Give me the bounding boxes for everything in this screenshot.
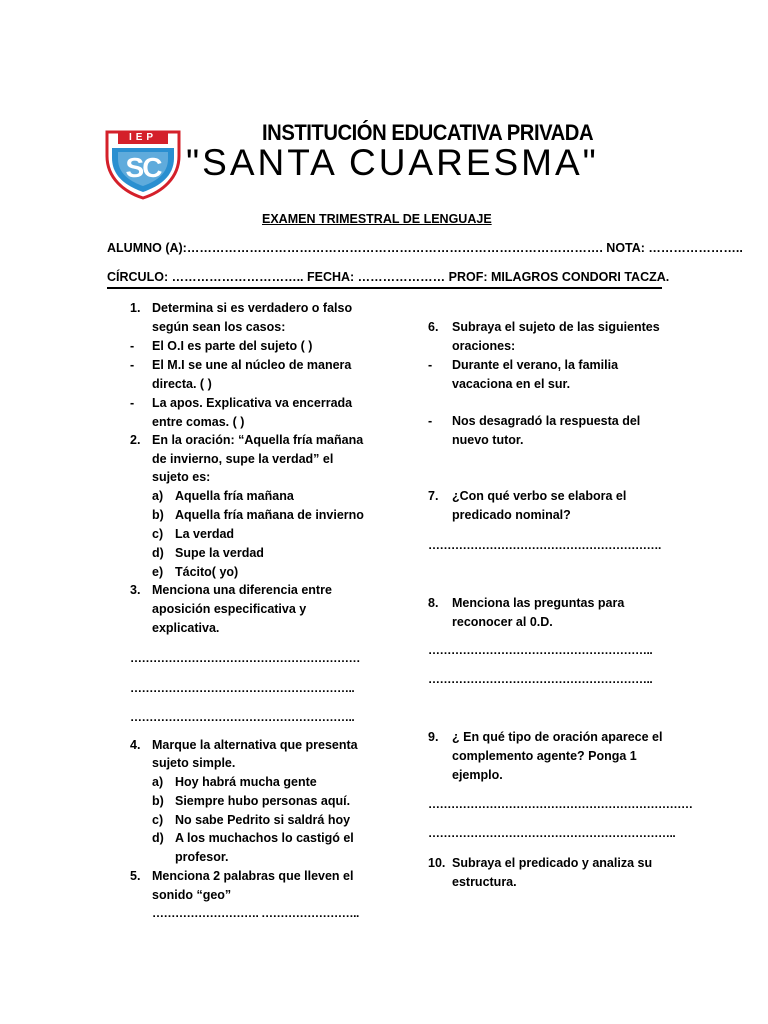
q4-option-d: A los muchachos lo castigó el [175, 831, 354, 845]
q2-option-b-letter: b) [152, 508, 164, 522]
q7-text-line1: ¿Con qué verbo se elabora el [452, 489, 627, 503]
q4-option-a: Hoy habrá mucha gente [175, 775, 317, 789]
q8-answer-line1[interactable]: ………………………………………………….. [428, 643, 653, 657]
q2-option-a-letter: a) [152, 489, 164, 503]
q5-text-line2: sonido “geo” [152, 888, 232, 902]
q2-option-c-letter: c) [152, 527, 164, 541]
q4-option-b-letter: b) [152, 794, 164, 808]
q4-number: 4. [130, 738, 141, 752]
q6-item2-mark: - [428, 414, 433, 428]
q6-text-line1: Subraya el sujeto de las siguientes [452, 320, 660, 334]
q8-text-line1: Menciona las preguntas para [452, 596, 625, 610]
q1-item1-mark: - [130, 339, 135, 353]
q4-option-c: No sabe Pedrito si saldrá hoy [175, 813, 351, 827]
q1-text-line1: Determina si es verdadero o falso [152, 301, 353, 315]
q2-option-b: Aquella fría mañana de invierno [175, 508, 364, 522]
institution-name: "SANTA CUARESMA" [186, 142, 599, 183]
q6-text-line2: oraciones: [452, 339, 516, 353]
school-logo [104, 126, 182, 200]
q1-item3-line2: entre comas. ( ) [152, 415, 245, 429]
q9-answer-line1[interactable]: …………………………………………………………… [428, 797, 693, 811]
q1-text-line2: según sean los casos: [152, 320, 286, 334]
student-field: ALUMNO (A):………………………………………………………………………………………. NOTA: ………………….. [107, 241, 743, 255]
q10-text-line1: Subraya el predicado y analiza su [452, 856, 653, 870]
q9-number: 9. [428, 730, 439, 744]
q4-option-d-letter: d) [152, 831, 164, 845]
q7-number: 7. [428, 489, 439, 503]
q9-text-line1: ¿ En qué tipo de oración aparece el [452, 730, 663, 744]
q4-option-c-letter: c) [152, 813, 164, 827]
q2-option-a: Aquella fría mañana [175, 489, 294, 503]
q6-item1-mark: - [428, 358, 433, 372]
q1-item3-mark: - [130, 396, 135, 410]
q3-answer-line1[interactable]: …………………………………………………… [130, 651, 360, 665]
q1-item2-mark: - [130, 358, 135, 372]
q9-text-line2: complemento agente? Ponga 1 [452, 749, 637, 763]
q1-number: 1. [130, 301, 141, 315]
q3-text-line1: Menciona una diferencia entre [152, 583, 332, 597]
q3-text-line3: explicativa. [152, 621, 220, 635]
q2-option-e: Tácito( yo) [175, 565, 239, 579]
q4-text-line2: sujeto simple. [152, 756, 236, 770]
q4-option-d-cont: profesor. [175, 850, 229, 864]
q2-text-line3: sujeto es: [152, 470, 211, 484]
q6-item1-line1[interactable]: Durante el verano, la familia [452, 358, 619, 372]
q9-answer-line2[interactable]: ……………………………………………………….. [428, 826, 676, 840]
q6-item2-line2[interactable]: nuevo tutor. [452, 433, 524, 447]
header-divider [107, 287, 662, 289]
q5-text-line1: Menciona 2 palabras que lleven el [152, 869, 354, 883]
q10-text-line2: estructura. [452, 875, 517, 889]
q3-answer-line2[interactable]: ………………………………………………….. [130, 681, 355, 695]
q3-text-line2: aposición especificativa y [152, 602, 307, 616]
q10-number: 10. [428, 856, 446, 870]
q3-answer-line3[interactable]: ………………………………………………….. [130, 710, 355, 724]
q2-text-line1: En la oración: “Aquella fría mañana [152, 433, 364, 447]
q4-text-line1: Marque la alternativa que presenta [152, 738, 358, 752]
q3-number: 3. [130, 583, 141, 597]
q1-item3-line1: La apos. Explicativa va encerrada [152, 396, 353, 410]
q2-option-d-letter: d) [152, 546, 164, 560]
q6-number: 6. [428, 320, 439, 334]
logo-main-text: SC [125, 152, 161, 183]
circle-date-teacher-field: CÍRCULO: ………………………….. FECHA: ………………… PROF: MILAGROS CONDORI TACZA. [107, 270, 670, 284]
q8-answer-line2[interactable]: ………………………………………………….. [428, 672, 653, 686]
q1-item1: El O.I es parte del sujeto ( ) [152, 339, 313, 353]
q1-item2-line2: directa. ( ) [152, 377, 212, 391]
exam-title: EXAMEN TRIMESTRAL DE LENGUAJE [262, 212, 492, 226]
q6-item2-line1[interactable]: Nos desagradó la respuesta del [452, 414, 641, 428]
q2-text-line2: de invierno, supe la verdad” el [152, 452, 334, 466]
q4-option-a-letter: a) [152, 775, 164, 789]
logo-top-text: IEP [128, 132, 158, 143]
q4-option-b: Siempre hubo personas aquí. [175, 794, 351, 808]
q2-number: 2. [130, 433, 141, 447]
q2-option-e-letter: e) [152, 565, 164, 579]
institution-type: INSTITUCIÓN EDUCATIVA PRIVADA [262, 120, 594, 145]
q5-number: 5. [130, 869, 141, 883]
q2-option-d: Supe la verdad [175, 546, 264, 560]
q6-item1-line2[interactable]: vacaciona en el sur. [452, 377, 571, 391]
q8-number: 8. [428, 596, 439, 610]
q5-answer-line[interactable]: ………………………. …………………….. [152, 906, 359, 920]
q9-text-line3: ejemplo. [452, 768, 503, 782]
q7-answer-line[interactable]: ……………………………………………………. [428, 538, 661, 552]
q7-text-line2: predicado nominal? [452, 508, 571, 522]
q2-option-c: La verdad [175, 527, 235, 541]
q1-item2-line1: El M.I se une al núcleo de manera [152, 358, 352, 372]
q8-text-line2: reconocer al 0.D. [452, 615, 553, 629]
